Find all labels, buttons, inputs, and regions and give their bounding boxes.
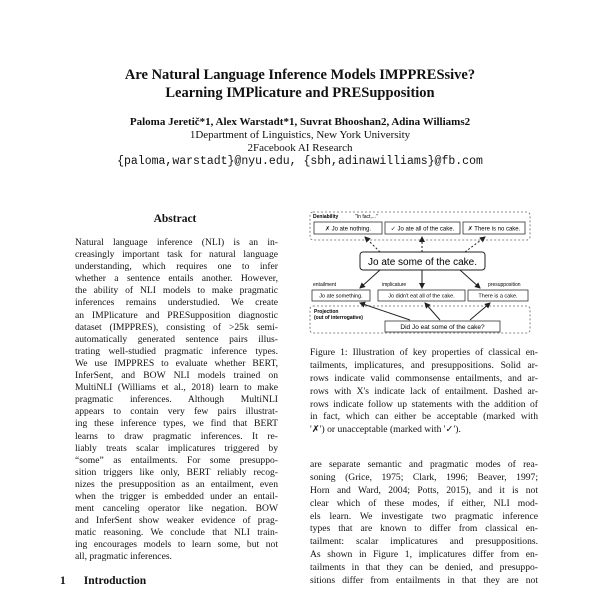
section-number: 1 [60, 575, 66, 587]
text-line: InferSent, and BOW NLI models trained on [75, 370, 278, 382]
text-line: sitions differ from entailments in that they are not [310, 575, 538, 587]
text-line: rows with X's indicate lack of entailment. Dashed ar- [310, 385, 538, 397]
figure-1-diagram [300, 205, 600, 335]
text-line: nizes the presupposition as an entailment, even [75, 478, 278, 490]
text-line: tailment: scalar implicatures and presuppositions. [310, 536, 538, 548]
dashed-arrow [465, 237, 485, 252]
section-title: Introduction [83, 575, 147, 587]
presupposition-label: presupposition [488, 282, 521, 288]
author-emails: {paloma,warstadt}@nyu.edu, {sbh,adinawilliams}@fb.com [117, 155, 483, 168]
text-line: rows indicate follow up statements with the addition of [310, 398, 538, 410]
text-line: learns to draw pragmatic inferences. It re- [75, 430, 278, 442]
top-box-2-text: ✓ Jo ate all of the cake. [390, 226, 455, 233]
text-line: creasingly important task for natural language [75, 249, 278, 261]
top-box-1-text: ✗ Jo ate nothing. [324, 226, 372, 233]
affiliation-2: 2Facebook AI Research [247, 142, 353, 154]
text-line: all, pragmatic inferences. [75, 551, 172, 563]
text-line: Natural language inference (NLI) is an in- [75, 237, 278, 248]
title-line-2: Learning IMPlicature and PRESupposition [165, 85, 435, 101]
text-line: ing these inference types, we find that BERT [75, 418, 278, 430]
text-line: understanding, which requires one to infer [75, 261, 278, 273]
text-line: liably treats scalar implicatures triggered by [75, 442, 278, 454]
bottom-box-2-text: Jo didn't eat all of the cake. [388, 293, 455, 300]
arrow [360, 270, 380, 288]
text-line: MultiNLI (Williams et al., 2018) learn to make [75, 382, 278, 394]
text-line: tailments in that they can be denied, and presuppo- [310, 562, 538, 574]
author-block [0, 116, 600, 168]
body-text-right [310, 459, 538, 588]
text-line: dataset (IMPPRES), consisting of >25k semi- [75, 321, 278, 333]
text-line: appears to contain very few pairs illustrat- [75, 406, 278, 418]
text-line: '✗') or unacceptable (marked with '✓'). [310, 424, 461, 436]
text-line: whether a sentence entails another. However, [75, 273, 278, 285]
text-line: We use IMPPRES to evaluate whether BERT, [75, 357, 278, 369]
text-line: ing encourages models to learn some, but not [75, 539, 278, 551]
text-line: automatically generated sentence pairs illus- [75, 333, 278, 345]
text-line: Horn and Ward, 2004; Potts, 2015), and it is not [310, 484, 538, 496]
abstract-body [75, 237, 278, 564]
implicature-label: implicature [382, 282, 407, 288]
text-line: clear which of these modes, if either, NLI mod- [310, 497, 538, 509]
projection-label: Projection [314, 309, 339, 315]
text-line: As shown in Figure 1, implicatures differ from en- [310, 549, 538, 561]
figure-caption [310, 347, 538, 437]
text-line: when the trigger is embedded under an entail- [75, 490, 278, 502]
text-line: are separate semantic and pragmatic modes of rea- [310, 459, 538, 470]
arrow [460, 270, 480, 288]
arrow [470, 303, 490, 320]
abstract-heading: Abstract [153, 213, 197, 225]
deniability-label: Deniability [313, 214, 339, 220]
dashed-arrow [365, 237, 380, 252]
title-line-1: Are Natural Language Inference Models IMPPRESsive? [124, 67, 476, 83]
text-line: in fact, which can either be acceptable (marked with [310, 411, 538, 423]
bottom-box-1-text: Jo ate something. [319, 293, 363, 300]
text-line: an IMPlicature and PRESupposition diagnostic [75, 309, 278, 321]
text-line: Figure 1: Illustration of key properties of classical en- [310, 347, 538, 358]
text-line: soning (Grice, 1975; Clark, 1996; Beaver, 1997; [310, 471, 538, 483]
text-line: tailments, implicatures, and presuppositions. Solid ar- [310, 359, 538, 371]
projection-sublabel: (out of interrogative) [314, 315, 363, 321]
author-names: Paloma Jeretič*1, Alex Warstadt*1, Suvrat Bhooshan2, Adina Williams2 [129, 116, 471, 128]
text-line: ment canceling operator like negation. BOW [75, 503, 278, 515]
center-text: Jo ate some of the cake. [368, 257, 477, 268]
section-heading [60, 574, 164, 588]
text-line: types that are known to differ from classical en- [310, 523, 538, 535]
text-line: the ability of NLI models to make pragmatic [75, 285, 278, 297]
text-line: sition triggers like only, BERT reliably recog- [75, 466, 278, 478]
text-line: and InferSent show weaker evidence of prag- [75, 515, 278, 527]
text-line: “some” as entailments. For some presuppo- [75, 454, 278, 466]
text-line: rows indicate valid commonsense entailments, and ar- [310, 372, 538, 384]
in-fact-label: "In fact,..." [355, 214, 378, 220]
text-line: trating well-studied pragmatic inference types. [75, 345, 278, 357]
text-line: els learn. We investigate two pragmatic inference [310, 510, 538, 522]
arrow [425, 303, 440, 320]
top-box-3-text: ✗ There is no cake. [467, 226, 521, 233]
text-line: inferences remains understudied. We create [75, 297, 278, 309]
affiliation-1: 1Department of Linguistics, New York University [189, 129, 411, 141]
text-line: matic reasoning. We conclude that NLI train- [75, 527, 278, 539]
text-line: pragmatic inferences. Although MultiNLI [75, 394, 278, 406]
arrow [360, 303, 410, 320]
bottom-box-3-text: There is a cake. [478, 293, 518, 300]
entailment-label: entailment [313, 282, 337, 288]
question-text: Did Jo eat some of the cake? [400, 324, 485, 331]
paper-title [0, 66, 600, 102]
